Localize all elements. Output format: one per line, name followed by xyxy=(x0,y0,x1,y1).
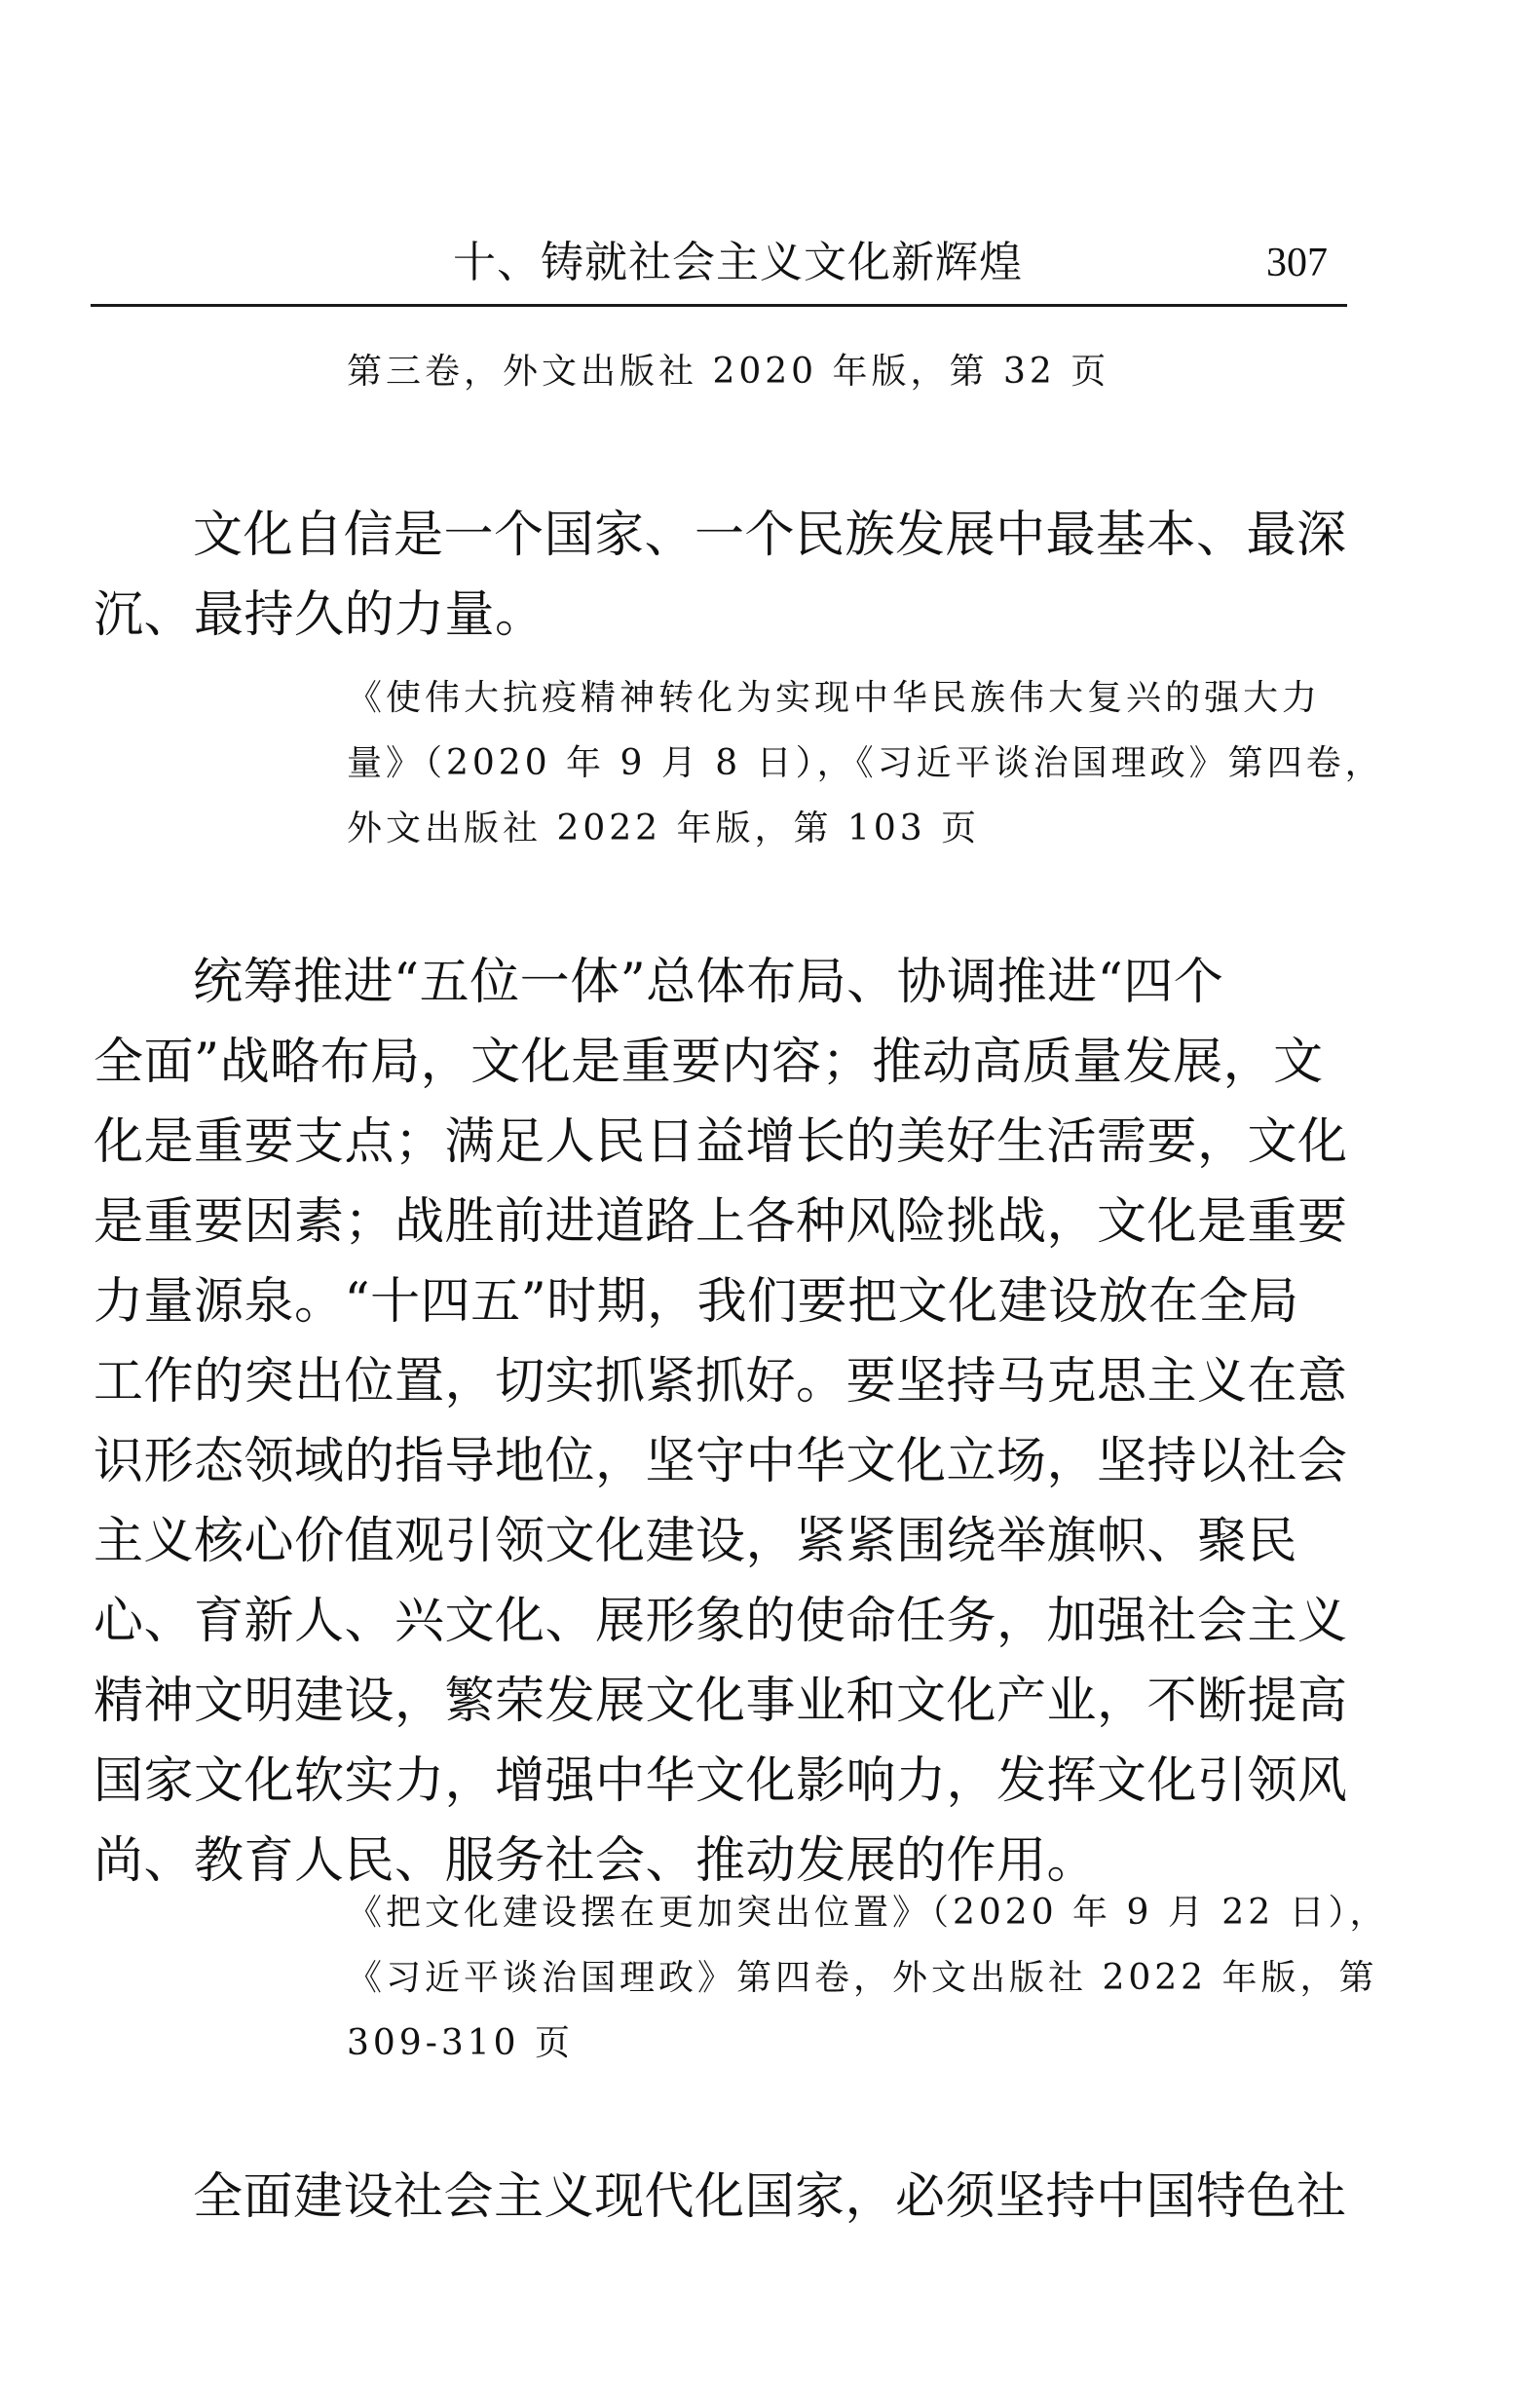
citation-line: 量》（2020 年 9 月 8 日），《习近平谈治国理政》第四卷， xyxy=(347,743,1384,783)
citation-line: 外文出版社 2022 年版，第 103 页 xyxy=(347,809,981,848)
citation-1 xyxy=(347,665,1384,861)
paragraph-2 xyxy=(94,943,1350,1901)
paragraph-line: 国家文化软实力，增强中华文化影响力，发挥文化引领风 xyxy=(94,1752,1348,1810)
paragraph-line: 工作的突出位置，切实抓紧抓好。要坚持马克思主义在意 xyxy=(94,1353,1348,1411)
citation-2 xyxy=(347,1880,1389,2076)
paragraph-line: 沉、最持久的力量。 xyxy=(94,586,545,644)
paragraph-line: 是重要因素；战胜前进道路上各种风险挑战，文化是重要 xyxy=(94,1193,1348,1251)
paragraph-line: 精神文明建设，繁荣发展文化事业和文化产业，不断提高 xyxy=(94,1673,1348,1730)
paragraph-line: 统筹推进“五位一体”总体布局、协调推进“四个 xyxy=(193,954,1224,1011)
citation-line: 309-310 页 xyxy=(347,2023,575,2063)
citation-line: 《把文化建设摆在更加突出位置》（2020 年 9 月 22 日）， xyxy=(347,1893,1389,1933)
paragraph-line: 心、育新人、兴文化、展形象的使命任务，加强社会主义 xyxy=(94,1593,1348,1650)
paragraph-line: 全面”战略布局，文化是重要内容；推动高质量发展，文 xyxy=(94,1034,1324,1091)
paragraph-line: 文化自信是一个国家、一个民族发展中最基本、最深 xyxy=(193,507,1347,564)
running-header-title: 十、铸就社会主义文化新辉煌 xyxy=(453,238,1023,287)
citation-top xyxy=(347,339,1109,404)
paragraph-line: 化是重要支点；满足人民日益增长的美好生活需要，文化 xyxy=(94,1113,1348,1171)
page-header xyxy=(91,230,1347,307)
citation-line: 《习近平谈治国理政》第四卷，外文出版社 2022 年版，第 xyxy=(347,1958,1378,1998)
page-number: 307 xyxy=(1266,241,1328,285)
paragraph-line: 全面建设社会主义现代化国家，必须坚持中国特色社 xyxy=(193,2168,1347,2226)
paragraph-line: 力量源泉。“十四五”时期，我们要把文化建设放在全局 xyxy=(94,1273,1299,1331)
paragraph-3 xyxy=(94,2158,1350,2238)
paragraph-line: 尚、教育人民、服务社会、推动发展的作用。 xyxy=(94,1832,1098,1890)
citation-line: 第三卷，外文出版社 2020 年版，第 32 页 xyxy=(347,352,1110,392)
paragraph-1 xyxy=(94,496,1350,656)
citation-line: 《使伟大抗疫精神转化为实现中华民族伟大复兴的强大力 xyxy=(347,678,1322,718)
paragraph-line: 识形态领域的指导地位，坚守中华文化立场，坚持以社会 xyxy=(94,1433,1348,1490)
paragraph-line: 主义核心价值观引领文化建设，紧紧围绕举旗帜、聚民 xyxy=(94,1513,1298,1570)
